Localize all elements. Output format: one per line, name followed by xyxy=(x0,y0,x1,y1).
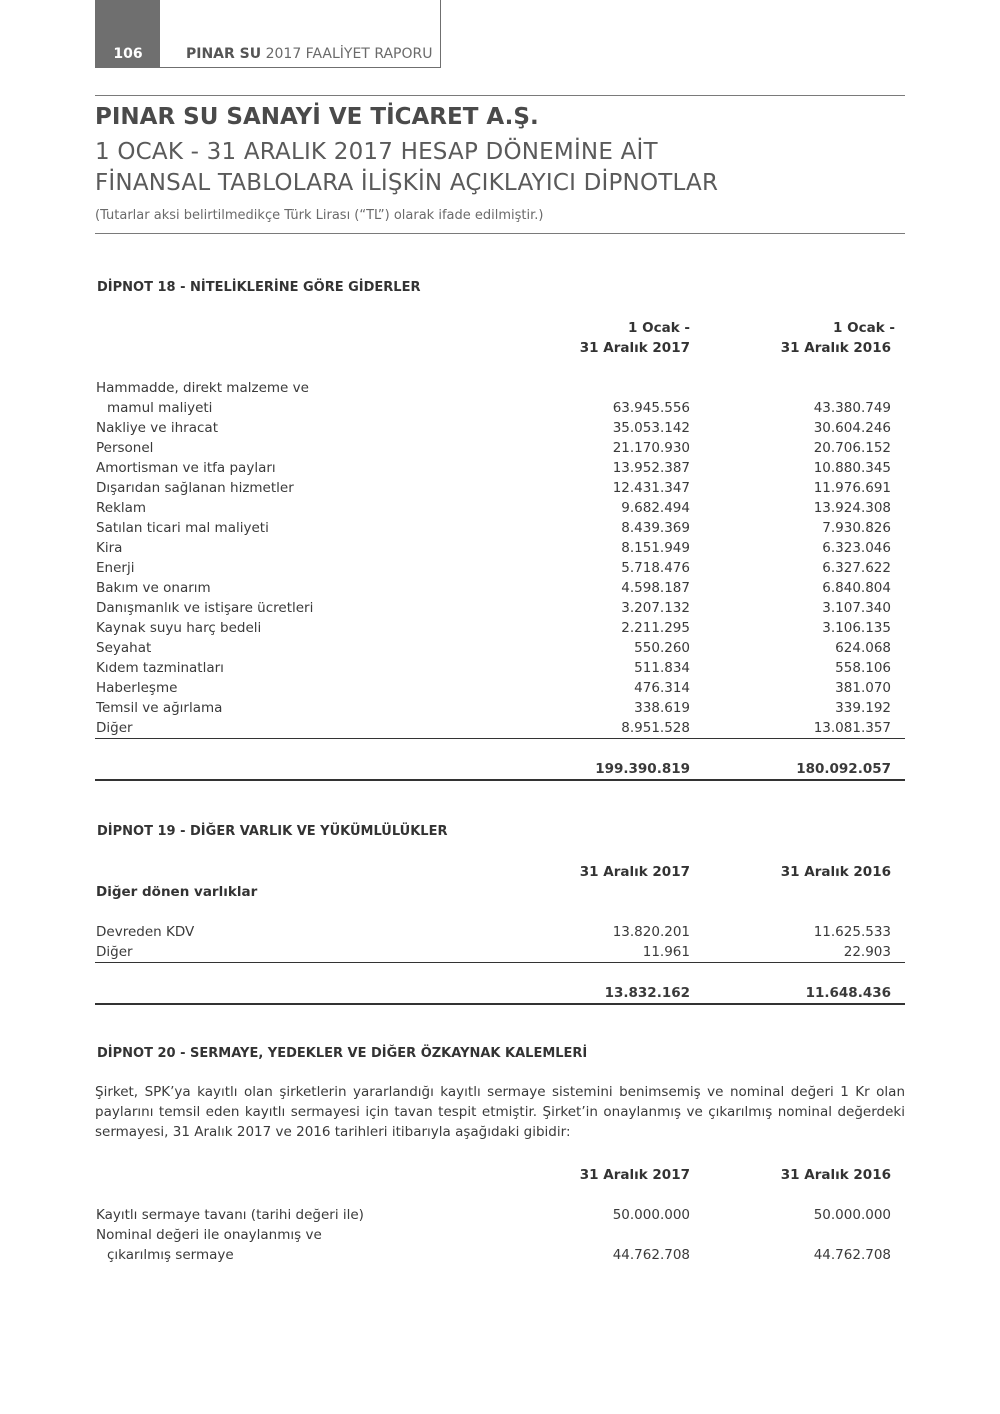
table-row xyxy=(95,658,905,678)
row-value-2016: 44.762.708 xyxy=(813,1247,891,1263)
row-value-2017: 63.945.556 xyxy=(612,400,690,416)
row-value-2016: 11.625.533 xyxy=(813,924,891,940)
row-value-2017: 8.951.528 xyxy=(621,720,690,736)
row-value-2017: 9.682.494 xyxy=(621,500,690,516)
table-row xyxy=(95,618,905,638)
row-value-2017: 11.961 xyxy=(642,944,690,960)
row-value-2016: 558.106 xyxy=(835,660,891,676)
row-value-2017: 3.207.132 xyxy=(621,600,690,616)
table-row xyxy=(95,1245,905,1265)
table-row xyxy=(95,558,905,578)
table-row xyxy=(95,418,905,438)
row-label: Reklam xyxy=(96,500,147,516)
row-value-2016: 3.107.340 xyxy=(822,600,891,616)
row-label: Kira xyxy=(96,540,123,556)
row-label: Kaynak suyu harç bedeli xyxy=(96,620,262,636)
note20-table xyxy=(95,1165,905,1265)
row-value-2016: 6.840.804 xyxy=(822,580,891,596)
row-label: Diğer xyxy=(96,720,133,736)
row-value-2016: 624.068 xyxy=(835,640,891,656)
table-row xyxy=(95,518,905,538)
table-row xyxy=(95,638,905,658)
row-value-2016: 6.327.622 xyxy=(822,560,891,576)
total-2016: 180.092.057 xyxy=(796,761,891,777)
row-value-2016: 30.604.246 xyxy=(813,420,891,436)
row-value-2017: 12.431.347 xyxy=(612,480,690,496)
note18-heading: DİPNOT 18 - NİTELİKLERİNE GÖRE GİDERLER xyxy=(97,280,421,295)
row-value-2016: 3.106.135 xyxy=(822,620,891,636)
row-value-2017: 8.151.949 xyxy=(621,540,690,556)
row-value-2017: 2.211.295 xyxy=(621,620,690,636)
col1-header-line2: 31 Aralık 2017 xyxy=(579,340,690,356)
row-value-2017: 21.170.930 xyxy=(612,440,690,456)
row-value-2017: 35.053.142 xyxy=(612,420,690,436)
row-value-2017: 338.619 xyxy=(634,700,690,716)
row-value-2017: 50.000.000 xyxy=(612,1207,690,1223)
table-header-row xyxy=(95,318,905,338)
page-number: 106 xyxy=(96,0,160,68)
note20-paragraph: Şirket, SPK’ya kayıtlı olan şirketlerin yararlandığı kayıtlı sermaye sistemini benimsemiş ve nominal değeri 1 Kr olan paylarını temsil eden kayıtlı sermayesi için tavan tespit etmiştir. Şirket’in onaylanmış ve çıkarılmış nominal değerdeki sermayesi, 31 Aralık 2017 ve 2016 tarihleri itibarıyla aşağıdaki gibidir: xyxy=(95,1084,905,1140)
report-name: 2017 FAALİYET RAPORU xyxy=(265,46,433,62)
table-row xyxy=(95,498,905,518)
note18-table xyxy=(95,318,905,781)
row-value-2016: 339.192 xyxy=(835,700,891,716)
table-row xyxy=(95,538,905,558)
row-value-2016: 22.903 xyxy=(843,944,891,960)
row-value-2017: 511.834 xyxy=(634,660,690,676)
row-label: Satılan ticari mal maliyeti xyxy=(96,520,269,536)
row-label: Enerji xyxy=(96,560,135,576)
row-value-2016: 6.323.046 xyxy=(822,540,891,556)
row-value-2017: 44.762.708 xyxy=(612,1247,690,1263)
row-value-2016: 11.976.691 xyxy=(813,480,891,496)
currency-note: (Tutarlar aksi belirtilmedikçe Türk Lirası (“TL”) olarak ifade edilmiştir.) xyxy=(95,208,544,223)
title-divider xyxy=(95,233,905,234)
row-label: Kayıtlı sermaye tavanı (tarihi değeri ile) xyxy=(96,1207,364,1223)
notes-title: FİNANSAL TABLOLARA İLİŞKİN AÇIKLAYICI DİPNOTLAR xyxy=(95,170,719,196)
row-label: Diğer xyxy=(96,944,133,960)
row-value-2016: 20.706.152 xyxy=(813,440,891,456)
row-value-2017: 8.439.369 xyxy=(621,520,690,536)
row-value-2016: 381.070 xyxy=(835,680,891,696)
row-value-2016: 10.880.345 xyxy=(813,460,891,476)
table-row xyxy=(95,1205,905,1225)
table-row xyxy=(95,1225,905,1245)
row-value-2017: 5.718.476 xyxy=(621,560,690,576)
table-row xyxy=(95,458,905,478)
row-label: Haberleşme xyxy=(96,680,178,696)
row-label: Personel xyxy=(96,440,154,456)
row-label: Dışarıdan sağlanan hizmetler xyxy=(96,480,294,496)
col2-header-line2: 31 Aralık 2016 xyxy=(780,340,891,356)
table-header-row xyxy=(95,1165,905,1185)
row-label: çıkarılmış sermaye xyxy=(107,1247,234,1263)
table-row xyxy=(95,598,905,618)
row-label: Nakliye ve ihracat xyxy=(96,420,218,436)
row-value-2017: 550.260 xyxy=(634,640,690,656)
row-label: Temsil ve ağırlama xyxy=(96,700,223,716)
table-header-row xyxy=(95,862,905,882)
note19-heading: DİPNOT 19 - DİĞER VARLIK VE YÜKÜMLÜLÜKLER xyxy=(97,824,448,839)
row-label: Bakım ve onarım xyxy=(96,580,211,596)
table-header-row xyxy=(95,338,905,358)
row-value-2016: 43.380.749 xyxy=(813,400,891,416)
note19-table xyxy=(95,862,905,1005)
subheading-label: Diğer dönen varlıklar xyxy=(96,884,258,900)
row-value-2016: 7.930.826 xyxy=(822,520,891,536)
row-label: Danışmanlık ve istişare ücretleri xyxy=(96,600,314,616)
total-2016: 11.648.436 xyxy=(805,985,891,1001)
row-value-2016: 50.000.000 xyxy=(813,1207,891,1223)
table-row xyxy=(95,922,905,942)
top-divider xyxy=(95,95,905,96)
company-title: PINAR SU SANAYİ VE TİCARET A.Ş. xyxy=(95,104,539,130)
col1-header-line1: 1 Ocak - xyxy=(628,320,690,336)
col1-header: 31 Aralık 2017 xyxy=(579,1167,690,1183)
report-brand: PINAR SU xyxy=(186,46,262,62)
table-row xyxy=(95,378,905,398)
row-label: Nominal değeri ile onaylanmış ve xyxy=(96,1227,322,1243)
period-title: 1 OCAK - 31 ARALIK 2017 HESAP DÖNEMİNE AİT xyxy=(95,139,658,165)
total-2017: 199.390.819 xyxy=(595,761,690,777)
row-value-2017: 13.820.201 xyxy=(612,924,690,940)
total-row xyxy=(95,983,905,1005)
row-value-2016: 13.081.357 xyxy=(813,720,891,736)
table-row xyxy=(95,438,905,458)
table-row xyxy=(95,698,905,718)
table-row xyxy=(95,718,905,739)
table-row xyxy=(95,578,905,598)
row-label: Kıdem tazminatları xyxy=(96,660,224,676)
row-label: mamul maliyeti xyxy=(107,400,213,416)
note20-heading: DİPNOT 20 - SERMAYE, YEDEKLER VE DİĞER ÖZKAYNAK KALEMLERİ xyxy=(97,1046,588,1061)
row-label: Hammadde, direkt malzeme ve xyxy=(96,380,309,396)
table-subheading xyxy=(95,882,905,902)
row-label: Amortisman ve itfa payları xyxy=(96,460,276,476)
col2-header: 31 Aralık 2016 xyxy=(780,864,891,880)
total-2017: 13.832.162 xyxy=(604,985,690,1001)
row-value-2017: 476.314 xyxy=(634,680,690,696)
row-value-2017: 4.598.187 xyxy=(621,580,690,596)
col2-header-line1: 1 Ocak - xyxy=(833,320,895,336)
row-value-2017: 13.952.387 xyxy=(612,460,690,476)
page-header-box xyxy=(95,0,441,68)
table-row xyxy=(95,398,905,418)
total-row xyxy=(95,759,905,781)
col2-header: 31 Aralık 2016 xyxy=(780,1167,891,1183)
table-row xyxy=(95,478,905,498)
report-title xyxy=(186,44,433,64)
row-label: Seyahat xyxy=(96,640,152,656)
table-row xyxy=(95,678,905,698)
row-label: Devreden KDV xyxy=(96,924,195,940)
table-row xyxy=(95,942,905,963)
row-value-2016: 13.924.308 xyxy=(813,500,891,516)
col1-header: 31 Aralık 2017 xyxy=(579,864,690,880)
